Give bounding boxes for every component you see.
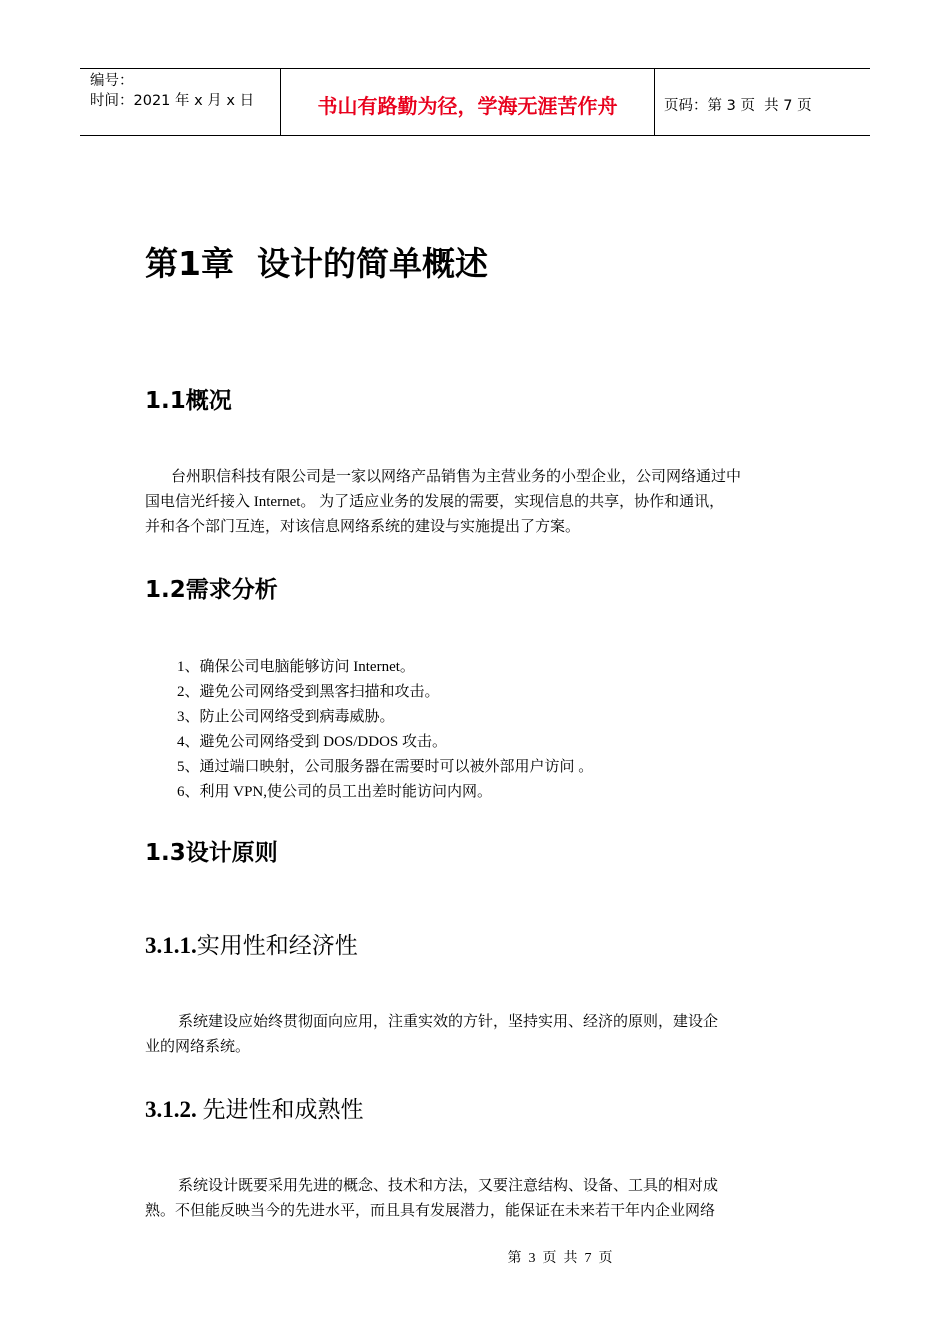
section-heading-overview: 1.1概况: [145, 388, 232, 414]
overview-paragraph: [145, 465, 810, 540]
chapter-title: 第1章 设计的简单概述: [145, 244, 488, 283]
paragraph-line: 国电信光纤接入 Internet。 为了适应业务的发展的需要，实现信息的共享，协作和通讯，: [145, 494, 725, 510]
document-date-label: 时间：2021 年 x 月 x 日: [90, 93, 255, 109]
paragraph-line: 系统设计既要采用先进的概念、技术和方法，又要注意结构、设备、工具的相对成: [178, 1178, 719, 1194]
subsection-title: 先进性和成熟性: [202, 1097, 364, 1123]
paragraph-line: 并和各个部门互连，对该信息网络系统的建设与实施提出了方案。: [145, 519, 581, 535]
list-item: 4、避免公司网络受到 DOS/DDOS 攻击。: [177, 734, 448, 750]
subsection-heading-practicality: [145, 927, 358, 960]
paragraph-line: 熟。不但能反映当今的先进水平，而且具有发展潜力，能保证在未来若干年内企业网络: [145, 1203, 716, 1219]
practicality-paragraph: [145, 1010, 810, 1060]
list-item: 3、防止公司网络受到病毒威胁。: [177, 709, 395, 725]
page-footer: 第 3 页 共 7 页: [507, 1251, 613, 1266]
subsection-number: 3.1.2.: [145, 1097, 203, 1122]
header-meta: [80, 69, 281, 135]
list-item: 5、通过端口映射，公司服务器在需要时可以被外部用户访问 。: [177, 759, 594, 775]
paragraph-line: 台州职信科技有限公司是一家以网络产品销售为主营业务的小型企业，公司网络通过中: [171, 469, 742, 485]
header-motto: 书山有路勤为径，学海无涯苦作舟: [281, 69, 655, 135]
subsection-number: 3.1.1.: [145, 933, 197, 958]
paragraph-line: 业的网络系统。: [145, 1039, 251, 1055]
list-item: 2、避免公司网络受到黑客扫描和攻击。: [177, 684, 440, 700]
header-page-label: 页码：第 3 页 共 7 页: [664, 97, 812, 114]
section-heading-principles: 1.3设计原则: [145, 840, 278, 866]
subsection-title: 实用性和经济性: [196, 933, 358, 959]
requirements-list: [177, 655, 593, 805]
list-item: 1、确保公司电脑能够访问 Internet。: [177, 659, 415, 675]
paragraph-line: 系统建设应始终贯彻面向应用，注重实效的方针，坚持实用、经济的原则，建设企: [178, 1014, 719, 1030]
document-number-label: 编号：: [90, 73, 134, 89]
list-item: 6、利用 VPN,使公司的员工出差时能访问内网。: [177, 784, 493, 800]
section-heading-requirements: 1.2需求分析: [145, 577, 278, 603]
subsection-heading-advancement: [145, 1091, 364, 1124]
advancement-paragraph: [145, 1174, 810, 1224]
page-header: [80, 68, 870, 136]
